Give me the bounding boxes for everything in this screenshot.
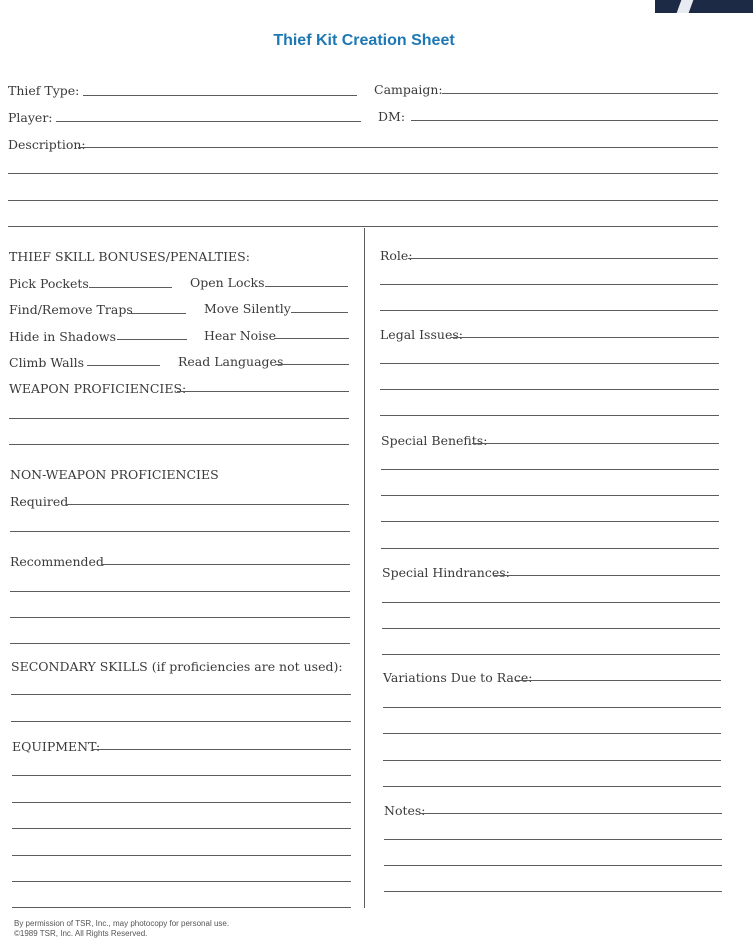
weapon-proficiencies-line[interactable] [9, 444, 349, 445]
required-label: Required [10, 494, 69, 509]
skills-heading: THIEF SKILL BONUSES/PENALTIES: [9, 249, 250, 264]
required-field[interactable] [67, 504, 349, 505]
legal-issues-line[interactable] [380, 363, 719, 364]
campaign-label: Campaign: [374, 82, 443, 97]
pick-pockets-label: Pick Pockets [9, 276, 89, 291]
equipment-label: EQUIPMENT: [12, 739, 101, 754]
special-hindrances-line[interactable] [382, 602, 720, 603]
hear-noise-label: Hear Noise [204, 328, 276, 343]
role-label: Role: [380, 248, 413, 263]
description-line[interactable] [8, 200, 718, 201]
special-hindrances-field[interactable] [493, 575, 720, 576]
read-languages-label: Read Languages [178, 354, 284, 369]
thief-type-field[interactable] [83, 95, 357, 96]
climb-walls-label: Climb Walls [9, 355, 85, 370]
special-benefits-line[interactable] [381, 521, 719, 522]
role-field[interactable] [408, 258, 718, 259]
thief-type-label: Thief Type: [8, 83, 80, 98]
equipment-line[interactable] [12, 881, 351, 882]
dm-field[interactable] [411, 120, 718, 121]
legal-issues-field[interactable] [450, 337, 719, 338]
read-languages-field[interactable] [275, 364, 349, 365]
corner-graphic [655, 0, 753, 13]
secondary-skills-line[interactable] [11, 694, 351, 695]
player-label: Player: [8, 110, 53, 125]
special-benefits-label: Special Benefits: [381, 433, 488, 448]
special-benefits-line[interactable] [381, 469, 719, 470]
special-hindrances-line[interactable] [382, 628, 720, 629]
role-line[interactable] [380, 310, 718, 311]
notes-field[interactable] [420, 813, 722, 814]
sheet-title: Thief Kit Creation Sheet [273, 32, 455, 49]
special-benefits-line[interactable] [381, 495, 719, 496]
dm-label: DM: [378, 109, 406, 124]
equipment-line[interactable] [12, 855, 351, 856]
special-hindrances-label: Special Hindrances: [382, 565, 510, 580]
weapon-proficiencies-line[interactable] [9, 418, 349, 419]
hide-in-shadows-label: Hide in Shadows [9, 329, 117, 344]
legal-issues-line[interactable] [380, 389, 719, 390]
legal-issues-line[interactable] [380, 415, 719, 416]
variations-due-to-race-line[interactable] [383, 760, 721, 761]
recommended-line[interactable] [10, 617, 350, 618]
variations-due-to-race-label: Variations Due to Race: [383, 670, 533, 685]
climb-walls-field[interactable] [87, 365, 160, 366]
find-remove-traps-label: Find/Remove Traps [9, 302, 133, 317]
move-silently-field[interactable] [291, 312, 348, 313]
role-line[interactable] [380, 284, 718, 285]
variations-due-to-race-line[interactable] [383, 707, 721, 708]
recommended-line[interactable] [10, 591, 350, 592]
special-hindrances-line[interactable] [382, 654, 720, 655]
description-line[interactable] [8, 226, 718, 227]
notes-line[interactable] [384, 865, 722, 866]
secondary-skills-label: SECONDARY SKILLS (if proficiencies are not used): [11, 659, 343, 674]
campaign-field[interactable] [442, 93, 718, 94]
hide-in-shadows-field[interactable] [117, 339, 187, 340]
equipment-line[interactable] [12, 828, 351, 829]
notes-label: Notes: [384, 803, 426, 818]
equipment-field[interactable] [92, 749, 351, 750]
open-locks-label: Open Locks [190, 275, 265, 290]
description-line[interactable] [8, 173, 718, 174]
secondary-skills-line[interactable] [11, 721, 351, 722]
recommended-label: Recommended [10, 554, 104, 569]
required-line[interactable] [10, 531, 350, 532]
move-silently-label: Move Silently [204, 301, 291, 316]
notes-line[interactable] [384, 891, 722, 892]
recommended-field[interactable] [101, 564, 350, 565]
recommended-line[interactable] [10, 643, 350, 644]
special-benefits-line[interactable] [381, 548, 719, 549]
pick-pockets-field[interactable] [89, 287, 172, 288]
weapon-proficiencies-field[interactable] [177, 391, 349, 392]
copyright-notice: ©1989 TSR, Inc. All Rights Reserved. [14, 929, 148, 938]
hear-noise-field[interactable] [275, 338, 349, 339]
description-label: Description: [8, 137, 86, 152]
notes-line[interactable] [384, 839, 722, 840]
player-field[interactable] [56, 121, 361, 122]
description-field[interactable] [78, 147, 718, 148]
open-locks-field[interactable] [265, 286, 348, 287]
find-remove-traps-field[interactable] [128, 313, 186, 314]
corner-notch [677, 0, 694, 13]
legal-issues-label: Legal Issues: [380, 327, 463, 342]
weapon-proficiencies-label: WEAPON PROFICIENCIES: [9, 381, 187, 396]
equipment-line[interactable] [12, 907, 351, 908]
special-benefits-field[interactable] [472, 443, 719, 444]
column-divider [364, 228, 365, 908]
variations-due-to-race-line[interactable] [383, 733, 721, 734]
variations-due-to-race-field[interactable] [516, 680, 721, 681]
equipment-line[interactable] [12, 775, 351, 776]
variations-due-to-race-line[interactable] [383, 786, 721, 787]
equipment-line[interactable] [12, 802, 351, 803]
nonweapon-proficiencies-heading: NON-WEAPON PROFICIENCIES [10, 467, 219, 482]
permission-notice: By permission of TSR, Inc., may photocopy for personal use. [14, 919, 230, 928]
